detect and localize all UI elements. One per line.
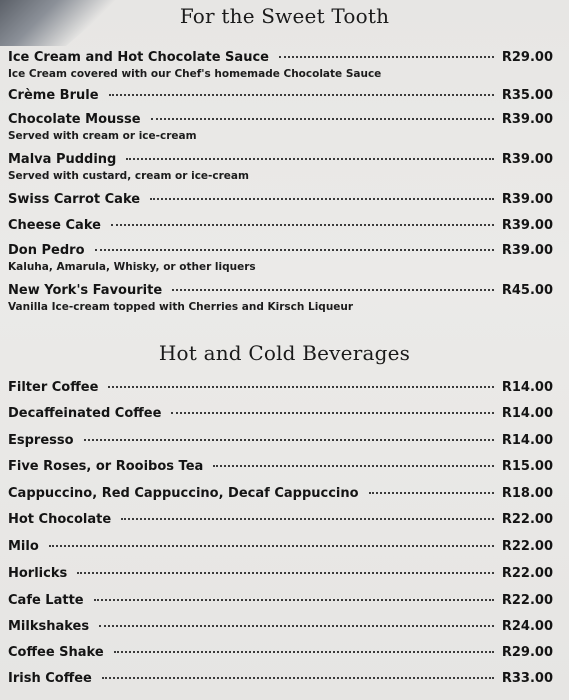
- dot-leader: [121, 517, 494, 520]
- item-name: Decaffeinated Coffee: [8, 406, 162, 421]
- dot-leader: [114, 650, 494, 653]
- item-name: Hot Chocolate: [8, 512, 112, 527]
- menu-item-cafe-latte: [8, 593, 553, 611]
- item-price: R14.00: [501, 433, 553, 448]
- menu-item-milkshakes: [8, 619, 553, 637]
- item-price: R45.00: [501, 283, 553, 298]
- item-description: Ice Cream covered with our Chef's homemade Chocolate Sauce: [8, 68, 382, 80]
- dot-leader: [77, 571, 494, 574]
- item-description: Served with cream or ice-cream: [8, 130, 197, 142]
- item-name: Ice Cream and Hot Chocolate Sauce: [8, 50, 269, 65]
- item-price: R22.00: [501, 512, 553, 527]
- menu-item-malva-pudding: [8, 152, 553, 183]
- dot-leader: [111, 223, 494, 226]
- menu-item-chocolate-mousse: [8, 112, 553, 143]
- item-price: R18.00: [501, 486, 553, 501]
- item-name: Five Roses, or Rooibos Tea: [8, 459, 204, 474]
- section-title-beverages: Hot and Cold Beverages: [158, 341, 411, 365]
- dot-leader: [102, 676, 494, 679]
- item-name: Horlicks: [8, 566, 68, 581]
- menu-item-cheese-cake: [8, 218, 553, 236]
- item-name: Crème Brule: [8, 88, 99, 103]
- dot-leader: [171, 411, 493, 414]
- dot-leader: [108, 385, 493, 388]
- item-price: R22.00: [501, 566, 553, 581]
- section-title-sweet-tooth: For the Sweet Tooth: [179, 4, 390, 28]
- item-price: R22.00: [501, 593, 553, 608]
- item-price: R29.00: [501, 645, 553, 660]
- dot-leader: [369, 491, 494, 494]
- dot-leader: [172, 288, 494, 291]
- item-name: Milkshakes: [8, 619, 90, 634]
- item-name: Swiss Carrot Cake: [8, 192, 141, 207]
- dot-leader: [150, 197, 494, 200]
- item-name: Coffee Shake: [8, 645, 104, 660]
- dot-leader: [279, 55, 494, 58]
- item-description: Kaluha, Amarula, Whisky, or other liquers: [8, 261, 256, 273]
- menu-item-horlicks: [8, 566, 553, 584]
- dot-leader: [95, 248, 494, 251]
- dot-leader: [126, 157, 494, 160]
- menu-item-creme-brule: [8, 88, 553, 106]
- dot-leader: [99, 624, 494, 627]
- dot-leader: [94, 598, 494, 601]
- dot-leader: [109, 93, 494, 96]
- dot-leader: [213, 464, 494, 467]
- dot-leader: [49, 544, 494, 547]
- item-name: Cafe Latte: [8, 593, 84, 608]
- item-price: R39.00: [501, 152, 553, 167]
- menu-item-espresso: [8, 433, 553, 451]
- menu-item-hot-chocolate: [8, 512, 553, 530]
- menu-item-five-roses-rooibos-tea: [8, 459, 553, 477]
- menu-item-new-yorks-favourite: [8, 283, 553, 314]
- item-price: R39.00: [501, 112, 553, 127]
- item-price: R39.00: [501, 192, 553, 207]
- item-price: R33.00: [501, 671, 553, 686]
- menu-item-decaffeinated-coffee: [8, 406, 553, 424]
- menu-item-filter-coffee: [8, 380, 553, 398]
- item-price: R39.00: [501, 218, 553, 233]
- item-name: Malva Pudding: [8, 152, 117, 167]
- item-description: Served with custard, cream or ice-cream: [8, 170, 249, 182]
- item-price: R39.00: [501, 243, 553, 258]
- menu-item-cappuccino: [8, 486, 553, 504]
- item-name: Milo: [8, 539, 39, 554]
- dot-leader: [84, 438, 494, 441]
- item-name: Irish Coffee: [8, 671, 92, 686]
- menu-item-don-pedro: [8, 243, 553, 274]
- item-price: R14.00: [501, 406, 553, 421]
- item-name: Chocolate Mousse: [8, 112, 141, 127]
- item-price: R35.00: [501, 88, 553, 103]
- item-name: Cappuccino, Red Cappuccino, Decaf Cappuccino: [8, 486, 359, 501]
- menu-item-ice-cream-hot-chocolate: [8, 50, 553, 81]
- menu-item-coffee-shake: [8, 645, 553, 663]
- item-name: Espresso: [8, 433, 74, 448]
- item-name: New York's Favourite: [8, 283, 163, 298]
- item-name: Cheese Cake: [8, 218, 101, 233]
- menu-item-milo: [8, 539, 553, 557]
- item-name: Don Pedro: [8, 243, 85, 258]
- item-price: R15.00: [501, 459, 553, 474]
- item-price: R24.00: [501, 619, 553, 634]
- item-price: R22.00: [501, 539, 553, 554]
- menu-item-swiss-carrot-cake: [8, 192, 553, 210]
- item-price: R29.00: [501, 50, 553, 65]
- item-price: R14.00: [501, 380, 553, 395]
- item-name: Filter Coffee: [8, 380, 99, 395]
- item-description: Vanilla Ice-cream topped with Cherries and Kirsch Liqueur: [8, 301, 354, 313]
- dot-leader: [151, 117, 494, 120]
- menu-item-irish-coffee: [8, 671, 553, 689]
